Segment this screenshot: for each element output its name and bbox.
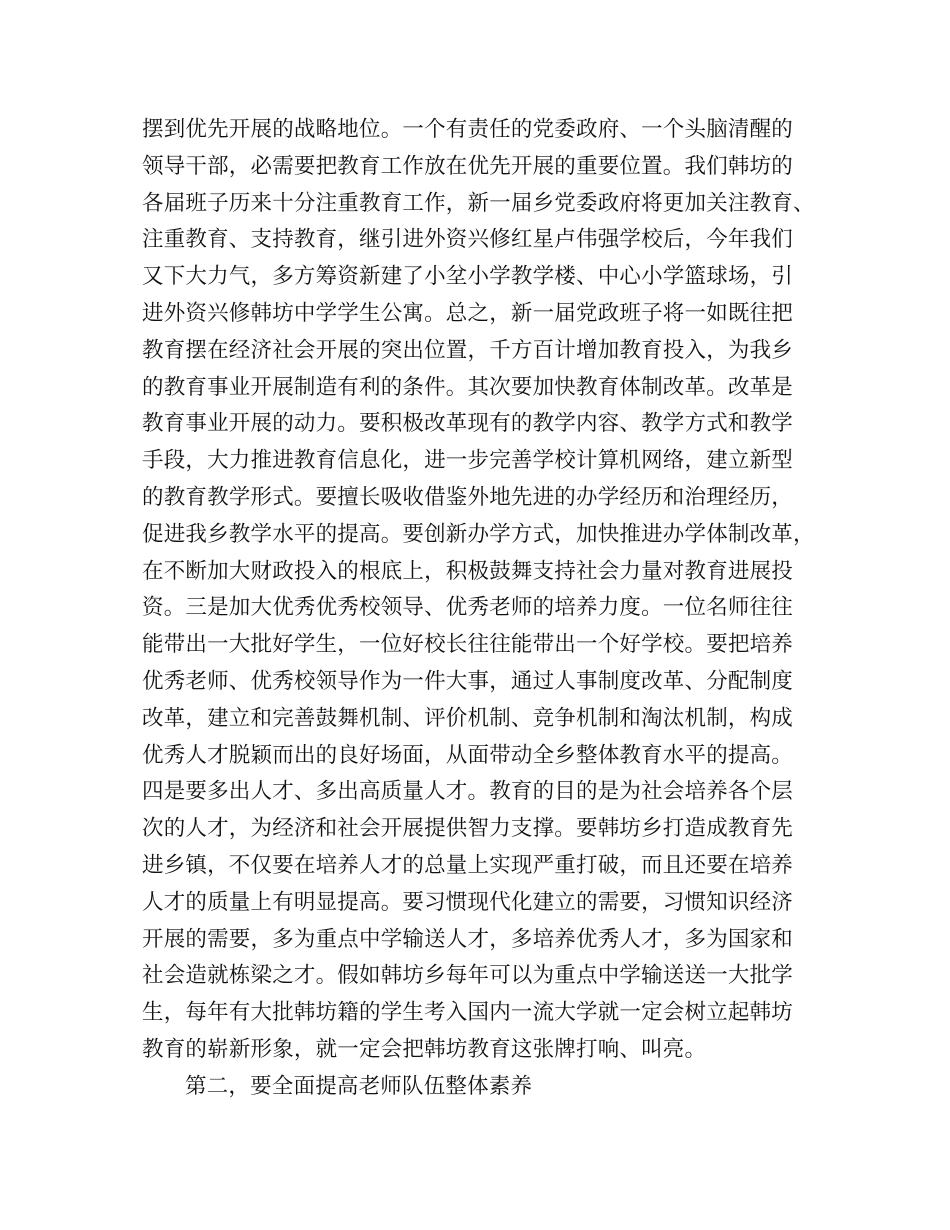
text-line: 摆到优先开展的战略地位。一个有责任的党委政府、一个头脑清醒的 — [142, 117, 794, 142]
text-line: 的教育教学形式。要擅长吸收借鉴外地先进的办学经历和治理经历， — [142, 484, 794, 510]
text-line: 资。三是加大优秀优秀校领导、优秀老师的培养力度。一位名师往往 — [142, 595, 794, 621]
text-line: 优秀老师、优秀校领导作为一件大事，通过人事制度改革、分配制度 — [142, 668, 794, 694]
text-line: 改革，建立和完善鼓舞机制、评价机制、竞争机制和淘汰机制，构成 — [142, 705, 794, 731]
text-line: 人才的质量上有明显提高。要习惯现代化建立的需要，习惯知识经济 — [142, 889, 794, 915]
body-text — [142, 112, 832, 1106]
text-line: 领导干部，必需要把教育工作放在优先开展的重要位置。我们韩坊的 — [142, 153, 794, 179]
text-line: 教育事业开展的动力。要积极改革现有的教学内容、教学方式和教学 — [142, 411, 794, 437]
text-line: 各届班子历来十分注重教育工作，新一届乡党委政府将更加关注教育、 — [142, 190, 815, 216]
text-line: 能带出一大批好学生，一位好校长往往能带出一个好学校。要把培养 — [142, 632, 794, 658]
text-line: 优秀人才脱颖而出的良好场面，从面带动全乡整体教育水平的提高。 — [142, 742, 794, 768]
text-line: 开展的需要，多为重点中学输送人才，多培养优秀人才，多为国家和 — [142, 926, 794, 952]
text-line: 四是要多出人才、多出高质量人才。教育的目的是为社会培养各个层 — [142, 779, 794, 805]
text-line: 教育摆在经济社会开展的突出位置，千方百计增加教育投入，为我乡 — [142, 337, 794, 363]
text-line: 手段，大力推进教育信息化，进一步完善学校计算机网络，建立新型 — [142, 448, 794, 474]
text-line: 社会造就栋梁之才。假如韩坊乡每年可以为重点中学输送送一大批学 — [142, 963, 794, 989]
text-line: 又下大力气，多方筹资新建了小坌小学教学楼、中心小学篮球场，引 — [142, 264, 794, 290]
text-line: 进乡镇，不仅要在培养人才的总量上实现严重打破，而且还要在培养 — [142, 852, 794, 878]
text-line: 教育的崭新形象，就一定会把韩坊教育这张牌打响、叫亮。 — [142, 1036, 707, 1062]
text-line: 次的人才，为经济和社会开展提供智力支撑。要韩坊乡打造成教育先 — [142, 816, 794, 842]
text-line: 注重教育、支持教育，继引进外资兴修红星卢伟强学校后，今年我们 — [142, 227, 794, 253]
text-line: 的教育事业开展制造有利的条件。其次要加快教育体制改革。改革是 — [142, 374, 794, 400]
text-line: 进外资兴修韩坊中学学生公寓。总之，新一届党政班子将一如既往把 — [142, 300, 794, 326]
section-heading: 第二，要全面提高老师队伍整体素养 — [185, 1073, 533, 1099]
text-line: 生，每年有大批韩坊籍的学生考入国内一流大学就一定会树立起韩坊 — [142, 1000, 794, 1026]
text-line: 在不断加大财政投入的根底上，积极鼓舞支持社会力量对教育进展投 — [142, 558, 794, 584]
text-line: 促进我乡教学水平的提高。要创新办学方式，加快推进办学体制改革， — [142, 521, 815, 547]
